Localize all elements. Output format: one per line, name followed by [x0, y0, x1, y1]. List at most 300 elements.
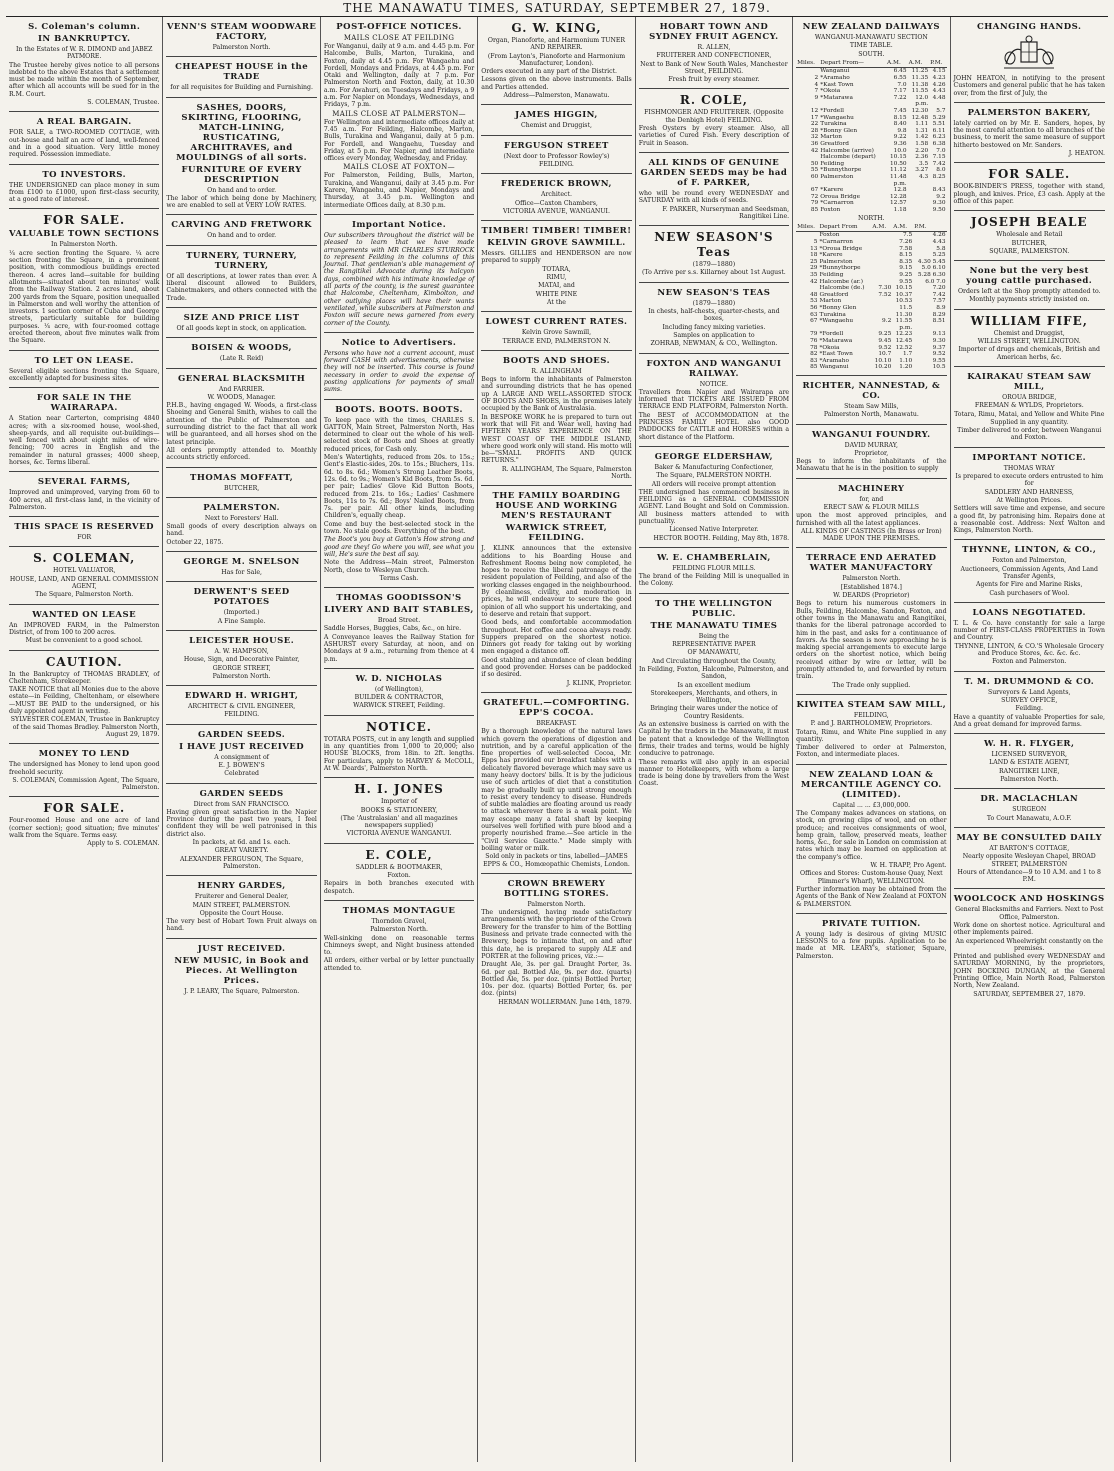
centered-line: ZOHRAB, NEWMAN, & CO., Wellington.	[650, 340, 778, 348]
body-text: BOOK-BINDER'S PRESS, together with stand, plough, and knives. Price, £3 cash. Apply at the office of this paper.	[953, 183, 1105, 205]
centered-line: Palmerston North.	[370, 926, 429, 934]
timetable-cell: 9	[814, 94, 819, 101]
advertisement	[954, 211, 1105, 261]
ad-heading: GARDEN SEEDS.	[198, 729, 286, 740]
timetable-cell: 1.42	[915, 134, 929, 141]
timetable-cell	[929, 101, 946, 108]
timetable-cell: 79	[810, 200, 819, 207]
timetable-cell: 8.51	[932, 318, 946, 325]
centered-line: OROUA BRIDGE,	[1002, 393, 1057, 401]
advertisement	[9, 744, 159, 797]
body-text: Begs to return his numerous customers in Bulls, Feilding, Halcombe, Sandon, Foxton, and other towns in the Manawatu and Rangitikei, thanks for the liberal patronage accorded to him in the past, and asks for a continuance of favors. As the season is now approaching he is making special arrangements to execute large orders on the shortest notice, which being received either by wire or letter, will be promptly attended to, and forwarded by return train.	[796, 600, 947, 681]
timetable-cell: 83	[810, 357, 818, 364]
timetable-cell: Turakina	[819, 311, 846, 318]
body-text: Men's Watertights, reduced from 20s. to 15s.; Gent's Elastic-sides, 20s. to 15s.; Bluchers, 11s. 6d. to 8s. 6d.; Women's Strong Leather Boots, 12s. 6d. to 9s.; Women's Kid Boots, from 5s. 6d. per pair; Ladies' Glove Kid Button Boots, reduced from 21s. to 16s.; Ladies' Cashmere Boots, 11s to 7s. 6d.; Boys' Nailed Boots, from 7s. per pair. All other kinds, including Children's, equally cheap.	[323, 454, 475, 520]
advertisement	[954, 261, 1105, 310]
centered-line: FEILDING,	[853, 711, 889, 719]
ad-headline: FOR SALE.	[988, 167, 1071, 182]
ad-heading: TO INVESTORS.	[42, 169, 127, 180]
advertisement	[166, 468, 316, 498]
centered-line: Palmerston North, Manawatu.	[823, 411, 919, 419]
timetable-row	[796, 187, 946, 194]
centered-line: BOOKS & STATIONERY,	[360, 806, 438, 814]
centered-line: OF MANAWATU,	[687, 649, 741, 657]
timetable-cell: Oroua Bridge	[820, 193, 861, 200]
advertisement	[481, 221, 631, 312]
timetable-cell: *Wangaehu	[820, 114, 854, 121]
ad-heading: WANGANUI FOUNDRY.	[812, 429, 931, 440]
ad-heading: TO THE WELLINGTON PUBLIC.	[655, 598, 773, 619]
timetable-south	[796, 59, 946, 214]
centered-line: Organ, Pianoforte, and Harmonium TUNER AND REPAIRER.	[487, 37, 626, 52]
advertisement	[324, 215, 474, 333]
timetable-cell: *Okoia	[820, 88, 841, 95]
timetable-cell: *Wangaehu	[819, 318, 854, 325]
timetable-cell: 10.10	[874, 357, 892, 364]
timetable-cell: 56	[810, 304, 818, 311]
timetable-row	[796, 298, 946, 305]
body-text: The brand of the Feilding Mill is unequalled in the Colony.	[638, 573, 790, 588]
timetable-cell	[818, 325, 871, 332]
advertisement	[639, 447, 789, 548]
timetable-cell: 3.27	[915, 167, 929, 174]
body-text: For Palmerston, Feilding, Bulls, Marton, Turakina, and Wanganui, daily at 3.45 p.m. For Karere, Wangaehu, and Napier, Mondays and Thursday, at 3.45 p.m. Wellington and intermediate Offices daily, at 8.30 p.m.	[323, 172, 475, 209]
timetable-row	[796, 115, 946, 122]
timetable-cell: 9.13	[932, 331, 946, 338]
timetable-header: P.M.	[929, 59, 946, 68]
timetable-cell: 78	[810, 344, 818, 351]
ad-heading: GENERAL BLACKSMITH	[177, 373, 306, 384]
advertisement	[166, 686, 316, 725]
centered-line: WANGANUI-MANAWATU SECTION	[814, 34, 928, 41]
timetable-cell	[871, 259, 892, 266]
timetable-row	[796, 141, 946, 148]
timetable-cell: 1.7	[902, 351, 913, 358]
timetable-cell: Foxton	[819, 232, 840, 239]
centered-line: DAVID MURRAY,	[844, 441, 898, 449]
advertisement	[9, 388, 159, 472]
advertisement	[324, 17, 474, 215]
body-text: Draught Ale, 3s. per gal. Draught Porter, 3s. 6d. per gal. Bottled Ale, 9s. per doz. (quarts) Bottled Ale, 5s. per doz. (pints) Bottled Porter, 10s. per doz. (quarts) Bottled Porter, 6s. per doz. (pints)	[481, 961, 632, 998]
advertisement	[796, 548, 946, 694]
body-text: The BEST of ACCOMMODATION at the PRINCESS FAMILY HOTEL also GOOD PADDOCKS for CATTLE and HORSES within a short distance of the Platform.	[638, 411, 790, 441]
timetable-row	[796, 88, 946, 95]
timetable-row	[796, 312, 946, 319]
timetable-cell: 4.48	[932, 94, 946, 101]
centered-line: Palmerston North.	[212, 44, 271, 51]
body-text: All orders promptly attended to. Monthly accounts strictly enforced.	[166, 446, 317, 462]
timetable-row	[796, 121, 946, 128]
body-text: Improved and unimproved, varying from 60 to 400 acres, all first-class land, in the vicinity of Palmerston.	[9, 489, 160, 511]
body-text: The undersigned has Money to lend upon good freehold security.	[9, 761, 160, 776]
timetable-cell: 7.52	[878, 291, 892, 298]
timetable-cell	[871, 312, 892, 319]
timetable-cell: 9.30	[932, 200, 946, 207]
timetable-cell: 50	[810, 160, 819, 167]
masthead-title: THE MANAWATU TIMES, SATURDAY, SEPTEMBER 27, 1879.	[343, 1, 771, 15]
ad-heading: TERRACE END AERATED WATER MANUFACTORY	[806, 553, 937, 574]
signature-line: SYLVESTER COLEMAN, Trustee in Bankruptcy of the said Thomas Bradley. Palmerston North, August 29, 1879.	[10, 716, 160, 738]
timetable-cell: *Bunnythorpe	[819, 265, 861, 272]
ad-heading: W. D. NICHOLAS	[355, 673, 443, 684]
body-text: THE undersigned has commenced business in FEILDING as a GENERAL COMMISSION AGENT. Land Bought and Sold on Commission. All business matters attended to with punctuality.	[638, 488, 790, 525]
timetable-cell: p.m.	[899, 324, 913, 331]
body-text: As an extensive business is carried on with the Capital by the traders in the Manawatu, it must be patent that a knowledge of the Wellington firms, their trades and terms, would be highly conducive to patronage.	[638, 721, 790, 758]
advertisement	[954, 889, 1105, 1003]
timetable-header: A.M.	[871, 223, 892, 232]
centered-line: Of all goods kept in stock, on application.	[176, 324, 307, 332]
timetable-row	[796, 134, 946, 141]
ad-heading: GARDEN SEEDS	[199, 788, 284, 799]
signature-line: HECTOR BOOTH. Feilding, May 8th, 1878.	[653, 534, 790, 542]
centered-line: Cash purchasers of Wool.	[989, 589, 1070, 597]
ad-heading: LEICESTER HOUSE.	[189, 635, 295, 646]
centered-line: BUILDER & CONTRACTOR,	[354, 694, 444, 702]
advertisement	[166, 725, 316, 784]
body-text: Have a quantity of valuable Properties for sale, And a great demand for improved farms.	[953, 713, 1105, 728]
timetable-cell: 5.29	[932, 114, 946, 121]
timetable-cell: 5.7	[936, 108, 946, 115]
timetable-cell: 1.31	[915, 127, 929, 134]
body-text: FOR SALE, a TWO-ROOMED COTTAGE, with out-house and half an acre of land, well-fenced and in a good situation. Very little money required. Possession immediate.	[9, 129, 160, 159]
timetable-cell: 5.0 6.10	[921, 265, 946, 272]
advertisement	[166, 246, 316, 308]
ad-heading: Notice to Advertisers.	[341, 337, 457, 348]
timetable-cell: 4.26	[932, 232, 946, 239]
timetable-cell: 4	[814, 81, 819, 88]
timetable-cell: 7.20	[932, 285, 946, 292]
timetable-cell	[871, 272, 892, 279]
timetable-cell: 7.26	[899, 239, 913, 246]
timetable-cell: Halcombe (ar.)	[819, 278, 864, 285]
centered-line: NORTH.	[858, 214, 885, 222]
signature-line: R. ALLINGHAM, The Square, Palmerston North.	[501, 465, 632, 480]
timetable-header: A.M.	[886, 59, 908, 68]
body-text: October 22, 1875.	[166, 538, 224, 546]
timetable-cell: 11.48	[889, 173, 907, 180]
timetable-row	[796, 305, 946, 312]
ad-heading: None but the very best young cattle purchased.	[966, 266, 1093, 287]
centered-line: THOMAS WRAY	[1003, 464, 1055, 472]
timetable-cell: 7.5	[902, 232, 913, 239]
centered-line: Capital ... ... £3,000,000.	[832, 801, 911, 809]
ad-heading: WARWICK STREET, FEILDING.	[505, 523, 608, 544]
timetable-cell: Marton	[820, 134, 842, 141]
ad-heading: SEVERAL FARMS,	[37, 477, 131, 488]
timetable-cell: Palmerston	[819, 258, 853, 265]
centered-line: (From Layton's, Pianoforte and Harmonium Manufacturer, London).	[487, 52, 626, 67]
timetable-cell: 6.45	[893, 68, 907, 75]
advertisement	[796, 765, 946, 914]
advertisement	[954, 734, 1105, 789]
body-text: Travellers from Napier and Wairarapa are informed that TICKETS ARE ISSUED FROM TERRACE END PLATFORM, Palmerston North.	[638, 388, 790, 411]
advertisement	[166, 98, 316, 216]
timetable-cell	[871, 252, 892, 259]
centered-line: Sold only in packets or tins, labelled—JAMES EPPS & CO., Homœopathic Chemists, London.	[483, 853, 630, 868]
centered-line: Agents for Fire and Marine Risks,	[976, 581, 1083, 589]
ad-heading: CHEAPEST HOUSE in the TRADE	[175, 62, 309, 83]
ad-heading: JUST RECEIVED.	[197, 943, 286, 954]
timetable-cell: Foxton	[820, 206, 841, 213]
ad-headline: WILLIAM FIFE,	[970, 313, 1088, 328]
timetable-cell: *Oroua Bridge	[819, 245, 863, 252]
timetable-cell: 9.55	[899, 278, 913, 285]
body-text: These remarks will also apply in an especial manner to Hotelkeepers, with whom a large trade is being done by travellers from the West Coast.	[638, 758, 790, 788]
timetable-cell: 5.51	[932, 121, 946, 128]
body-text: Several eligible sections fronting the Square, excellently adapted for business sites.	[9, 367, 160, 382]
signature-line: S. COLEMAN, Commission Agent, The Square, Palmerston.	[12, 776, 160, 792]
timetable-cell: 4.23	[932, 75, 946, 82]
advertisement	[954, 448, 1105, 541]
timetable-row	[796, 95, 946, 102]
body-text: Repairs in both branches executed with despatch.	[323, 880, 475, 895]
centered-line: And Circulating throughout the County,	[651, 657, 777, 665]
body-text: In BESPOKE WORK he is prepared to turn out work that will Fit and Wear well, having had FIFTEEN YEARS' EXPERIENCE ON THE WEST COAST OF THE MIDDLE ISLAND, where good work only will stand. His motto will be—"SMALL PROFITS AND QUICK RETURNS."	[481, 413, 632, 465]
centered-line: Surveyors & Land Agents,	[987, 688, 1071, 696]
timetable-row	[796, 259, 946, 266]
ad-headline: E. COLE,	[365, 847, 433, 862]
advertisement	[639, 354, 789, 447]
timetable-cell: 4.30 5.45	[917, 258, 946, 265]
timetable-row	[796, 174, 946, 181]
centered-line: Opposite the Court House.	[199, 909, 284, 917]
centered-line: LICENSED SURVEYOR,	[991, 751, 1068, 759]
advertisement	[954, 367, 1105, 448]
advertisement	[639, 89, 789, 152]
timetable-row	[796, 345, 946, 352]
timetable-cell: 7.17	[893, 88, 907, 95]
signature-line: Apply to S. COLEMAN.	[87, 840, 160, 848]
centered-line: Totara, Rimu, Matai, and Yellow and White Pine	[954, 410, 1105, 418]
body-text: Having given great satisfaction in the Napier Province during the past two years, I feel confident they will be well patronised in this district also.	[166, 808, 317, 838]
ad-heading: IN BANKRUPTCY.	[37, 34, 131, 44]
ad-heading: HOBART TOWN AND SYDNEY FRUIT AGENCY.	[649, 22, 779, 42]
body-text: T. L. & Co. have constantly for sale a large number of FIRST-CLASS PROPERTIES in Town and Country.	[953, 619, 1105, 642]
centered-line: Storekeepers, Merchants, and others, in Wellington,	[650, 689, 778, 705]
centered-line: In Feilding, Foxton, Halcombe, Palmerston, and Sandon,	[639, 665, 789, 681]
timetable-cell: Palmerston	[820, 173, 854, 180]
body-text: Of all descriptions, at lower rates than ever. A liberal discount allowed to Builders, Cabinetmakers, and others connected with the Trade.	[166, 272, 317, 302]
body-text: The very best of Hobart Town Fruit always on hand.	[166, 918, 317, 933]
advertisement	[481, 351, 631, 486]
timetable-row	[796, 246, 946, 253]
timetable-row	[796, 232, 946, 239]
ad-heading: PALMERSTON BAKERY,	[967, 107, 1091, 118]
centered-line: [Established 1874.]	[840, 583, 902, 591]
timetable-cell: 85	[810, 364, 818, 371]
centered-line: Palmerston North.	[1000, 776, 1059, 784]
body-text: An IMPROVED FARM, in the Palmerston District, of from 100 to 200 acres.	[9, 621, 160, 636]
timetable-cell: 7.0	[936, 147, 946, 154]
timetable-cell: 9.30	[932, 337, 946, 344]
body-text: For Wellington and intermediate offices daily at 7.45 a.m. For Feilding, Halcombe, Marton, Bulls, Turakina and Wanganui, daily at 5 p.m. For Fordell, and Wangaehu, Tuesday and Friday, at 5 p.m. For Napier, and intermediate offices every Monday, Wednesday, and Friday.	[323, 118, 475, 163]
advertisement	[639, 17, 789, 89]
timetable-cell: 35	[810, 272, 818, 278]
advertisement	[481, 174, 631, 221]
advertisement	[481, 136, 631, 175]
timetable-cell: 79	[810, 331, 818, 338]
timetable-cell: 7.58	[899, 245, 913, 252]
ad-heading: KELVIN GROVE SAWMILL.	[487, 238, 626, 249]
ad-heading: THYNNE, LINTON, & CO.,	[962, 545, 1097, 556]
centered-line: And FARRIER.	[218, 385, 265, 393]
centered-line: Next to Foresters' Hall.	[204, 514, 279, 522]
timetable-row	[796, 358, 946, 365]
advertisement	[639, 548, 789, 594]
centered-line: FOR	[77, 534, 92, 542]
column-7	[951, 17, 1108, 1462]
ad-heading: GEORGE M. SNELSON	[183, 557, 300, 568]
body-text: Lessons given on the above instruments. Balls and Parties attended.	[481, 76, 632, 91]
centered-line: On hand and to order.	[207, 186, 277, 194]
timetable-cell: 11.5	[899, 304, 913, 311]
centered-line: WILLIS STREET, WELLINGTON.	[977, 338, 1081, 346]
ad-heading: POST-OFFICE NOTICES.	[336, 22, 462, 32]
timetable-cell: 3.5	[918, 160, 929, 167]
timetable-cell: 10.15	[889, 154, 907, 161]
timetable-cell: 85	[810, 206, 819, 213]
body-text: TOTARA POSTS, cut in any length and supplied in any quantities from 1,000 to 20,000; also HOUSE BLOCKS, from 18in. to 2ft. lengths. For particulars, apply to HARVEY & McCOLL, At W. Deards', Palmerston North.	[323, 735, 475, 772]
ad-heading: KAIRAKAU STEAM SAW MILL,	[967, 371, 1092, 392]
ad-heading: Important Notice.	[351, 219, 447, 230]
advertisement	[166, 552, 316, 582]
timetable-row	[796, 364, 946, 371]
advertisement	[9, 209, 159, 350]
body-text: Good stabling and abundance of clean bedding and good provender. Horses can be paddocked if so desired.	[481, 656, 632, 679]
centered-line: Fruiterer and General Dealer,	[194, 893, 289, 901]
timetable-cell: 8.25	[932, 173, 946, 180]
timetable-cell: 2.20	[915, 147, 929, 154]
timetable-cell	[796, 325, 818, 332]
ad-heading: THE MANAWATU TIMES	[650, 620, 778, 631]
body-text: For Wanganui, daily at 9 a.m. and 4.45 p.m. For Halcombe, Bulls, Marton, Turakina, and Foxton, daily at 4.45 p.m. For Wangaehu and Fordell, Mondays and Fridays, at 4.45 p.m. For Otaki and Wellington, daily at 7 p.m. For Palmerston North and Foxton, daily, at 10.30 a.m. For Awahuri, on Tuesdays and Fridays, a 9 a.m. For Napier on Mondays, Wednesdays, and Fridays, 7 p.m.	[323, 43, 475, 109]
ad-headline: H. I. JONES	[354, 782, 444, 797]
centered-line: House, Sign, and Decorative Painter,	[183, 656, 300, 664]
timetable-cell: *East Town	[819, 351, 853, 358]
advertisement	[481, 105, 631, 135]
body-text: A Conveyance leaves the Railway Station for ASHURST every Saturday, at noon, and on Mondays at 9 a.m., returning from thence at 4 p.m.	[323, 633, 475, 663]
timetable-cell	[871, 298, 892, 305]
timetable-cell	[886, 101, 908, 108]
ad-heading: NEW ZEALAND DAILWAYS	[802, 22, 941, 32]
centered-line: RANGITIKEI LINE,	[998, 767, 1060, 775]
centered-line: FEILDING FLOUR MILLS.	[672, 564, 756, 572]
centered-line: Palmerston North.	[212, 672, 271, 680]
centered-line: Monthly payments strictly insisted on.	[969, 296, 1090, 304]
centered-line: (Next door to Professor Rowley's)	[503, 152, 610, 160]
timetable-cell: Turakina	[820, 121, 847, 128]
timetable-cell: Halcombe (de.)	[819, 285, 865, 292]
timetable-cell: 10.5	[932, 364, 946, 371]
centered-line: for all requisites for Building and Furnishing.	[170, 84, 313, 92]
centered-line: REPRESENTATIVE PAPER	[672, 641, 756, 649]
advertisement	[166, 338, 316, 368]
ad-heading: FOXTON AND WANGANUI RAILWAY.	[646, 358, 782, 379]
timetable-cell: 11.12	[889, 167, 907, 174]
advertisement	[796, 695, 946, 765]
timetable-cell: 42	[810, 278, 818, 285]
timetable-cell: 1.58	[915, 141, 929, 148]
body-text: Messrs. GILLIES and HENDERSON are now prepared to supply	[481, 250, 632, 265]
timetable-cell: 10.53	[895, 298, 913, 305]
timetable-cell: *Fordell	[819, 331, 844, 338]
centered-line: The Square, Palmerston North.	[35, 591, 134, 599]
ad-heading: WOOLCOCK AND HOSKINGS	[953, 894, 1105, 905]
advertisement	[166, 498, 316, 552]
timetable-header: A.M.	[908, 59, 930, 68]
advertisement	[796, 376, 946, 425]
advertisement	[639, 153, 789, 226]
timetable-north	[796, 223, 946, 371]
timetable-cell: 76	[810, 337, 818, 344]
body-text: The Trustee hereby gives notice to all persons indebted to the above Estates that a settlement must be made within the month of September, after which all accounts will be sued for in the R.M. Court.	[9, 61, 160, 98]
centered-line: Steam Saw Mills,	[844, 402, 899, 410]
timetable-cell: 7.45	[893, 108, 907, 115]
advertisement	[954, 828, 1105, 889]
column-4	[478, 17, 635, 1462]
advertisement	[166, 57, 316, 97]
body-text: Begs to inform the inhabitants of Palmerston and surrounding districts that he has opened up A LARGE AND WELL-ASSORTED STOCK OF BOOTS AND SHOES, in the premises lately occupied by the Bank of Australasia.	[481, 376, 632, 413]
advertisement	[324, 778, 474, 843]
column-3	[321, 17, 478, 1462]
centered-line: FISHMONGER AND FRUITERER. (Opposite the Denbigh Hotel) FEILDING.	[644, 109, 784, 124]
body-text: THE UNDERSIGNED can place money in sum from £100 to £1000, upon first-class security, at a good rate of interest.	[9, 181, 160, 204]
timetable-cell	[908, 207, 930, 214]
column-1	[6, 17, 163, 1462]
centered-line: SURGEON	[1012, 806, 1047, 814]
body-text: Orders executed in any part of the District.	[481, 68, 618, 76]
advertisement	[166, 308, 316, 338]
timetable-cell: 10.7	[878, 351, 892, 358]
advertisement	[954, 540, 1105, 602]
ad-heading: GRATEFUL.—COMFORTING. EPP'S COCOA.	[483, 697, 630, 718]
centered-line: Office—Caxton Chambers,	[515, 199, 598, 207]
timetable-cell: 10.15	[895, 285, 913, 292]
ad-heading: LIVERY AND BAIT STABLES,	[324, 605, 474, 616]
body-text: lately carried on by Mr. E. Sanders, hopes, by the most careful attention to all branches of the business, to merit the same measure of support hitherto bestowed on Mr. Sanders.	[953, 119, 1105, 149]
centered-line: SADDLERY AND HARNESS,	[984, 488, 1074, 496]
centered-line: Direct from SAN FRANCISCO.	[193, 800, 290, 808]
timetable-row	[796, 331, 946, 338]
timetable-cell	[871, 265, 892, 272]
centered-line: Timber delivered to order, between Wanganui and Foxton.	[957, 427, 1102, 442]
body-text: To keep pace with the times, CHARLES S. GATTON, Main Street, Palmerston North, Has determined to clear out the whole of his well-selected stock of Boots and Shoes at greatly reduced prices, for Cash only.	[323, 416, 475, 453]
timetable-cell: 9.15	[899, 265, 913, 272]
coat-of-arms-icon	[954, 34, 1105, 74]
timetable-cell: 7.15	[932, 154, 946, 161]
timetable-row	[796, 272, 946, 279]
timetable-cell	[796, 68, 819, 75]
timetable-cell: Marton	[819, 298, 842, 305]
body-text: Good beds, and comfortable accommodation throughout. Hot coffee and cocoa always ready. Suppers prepared on the shortest notice. Dinners got ready for taking out by working men engaged a distance off.	[481, 619, 632, 656]
ad-heading: HENRY GARDES,	[197, 881, 286, 892]
centered-line: Terms Cash.	[379, 574, 419, 582]
ad-headline: CAUTION.	[45, 654, 123, 669]
advertisement	[481, 874, 631, 1011]
timetable-cell: 9.37	[932, 344, 946, 351]
timetable-cell: *Carnarron	[819, 239, 853, 246]
timetable-cell: 48	[810, 291, 818, 298]
timetable-cell: 4.43	[932, 239, 946, 246]
timetable-row	[796, 194, 946, 201]
ad-heading: WANTED ON LEASE	[32, 609, 137, 620]
timetable-cell: 11.30	[895, 311, 913, 318]
centered-line: W. DEARDS (Proprietor)	[833, 592, 910, 600]
advertisement	[166, 17, 316, 57]
advertisement	[796, 914, 946, 965]
timetable-cell: 8.15	[893, 114, 907, 121]
centered-line: BUTCHER,	[1011, 239, 1047, 247]
